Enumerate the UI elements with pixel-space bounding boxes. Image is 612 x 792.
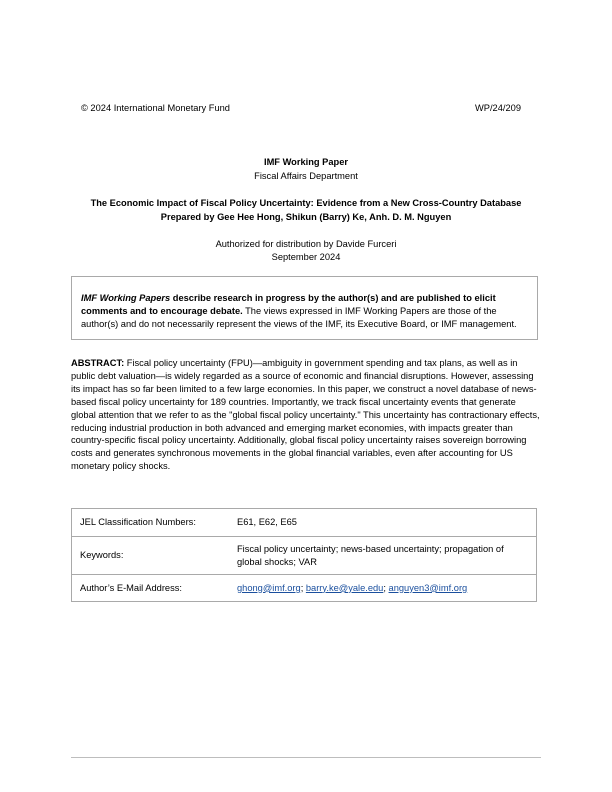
keywords-value: Fiscal policy uncertainty; news-based uncertainty; propagation of global shocks; VAR [229, 537, 537, 575]
paper-number: WP/24/209 [475, 103, 521, 113]
metadata-table [71, 508, 537, 602]
paper-title: The Economic Impact of Fiscal Policy Uncertainty: Evidence from a New Cross-Country Database [90, 198, 522, 208]
authorized-by: Authorized for distribution by Davide Furceri [215, 239, 397, 249]
series-title: IMF Working Paper [263, 157, 349, 167]
disclaimer-bold-text: describe research in progress by the author(s) and are published to elicit comments and to encourage debate. [81, 293, 496, 316]
email-separator: ; [383, 582, 389, 593]
email-label: Author’s E-Mail Address: [72, 575, 230, 602]
email-link[interactable]: barry.ke@yale.edu [305, 582, 384, 593]
email-link[interactable]: anguyen3@imf.org [388, 582, 468, 593]
publication-date: September 2024 [271, 252, 341, 262]
email-separator: ; [300, 582, 306, 593]
table-row [72, 575, 537, 602]
disclaimer-text [81, 293, 517, 329]
abstract-label: ABSTRACT: [71, 358, 125, 368]
footer-divider [71, 757, 541, 758]
authors-line: Prepared by Gee Hee Hong, Shikun (Barry) Ke, Anh. D. M. Nguyen [160, 212, 452, 222]
jel-label: JEL Classification Numbers: [72, 509, 230, 537]
table-row [72, 509, 537, 537]
abstract [71, 357, 543, 473]
jel-value: E61, E62, E65 [229, 509, 537, 537]
email-link[interactable]: ghong@imf.org [237, 582, 301, 593]
disclaimer-series-name: IMF Working Papers [81, 293, 171, 303]
email-addresses [229, 575, 537, 602]
disclaimer-plain-text: The views expressed in IMF Working Papers are those of the author(s) and do not necessarily represent the views of the IMF, its Executive Board, or IMF management. [81, 305, 517, 329]
department: Fiscal Affairs Department [254, 171, 358, 181]
copyright-notice: © 2024 International Monetary Fund [81, 103, 230, 113]
abstract-text: Fiscal policy uncertainty (FPU)—ambiguity in government spending and tax plans, as well as in public debt valuation—is widely regarded as a source of economic and financial disruptions. However, assessing its impact has so far been limited to a few large economies. In this paper, we construct a novel database of news-based fiscal policy uncertainty for 189 countries. Importantly, we track fiscal uncertainty events that generate global attention that we refer to as the "global fiscal policy uncertainty." This uncertainty has contractionary effects, reducing industrial production in both advanced and emerging market economies, with impacts greater than country-specific fiscal policy uncertainty. Additionally, global fiscal policy uncertainty raises sovereign borrowing costs and generates synchronous movements in the global financial variables, even after accounting for US monetary policy shocks. [71, 358, 540, 472]
table-row [72, 537, 537, 575]
keywords-label: Keywords: [72, 537, 230, 575]
disclaimer-box [71, 276, 538, 340]
